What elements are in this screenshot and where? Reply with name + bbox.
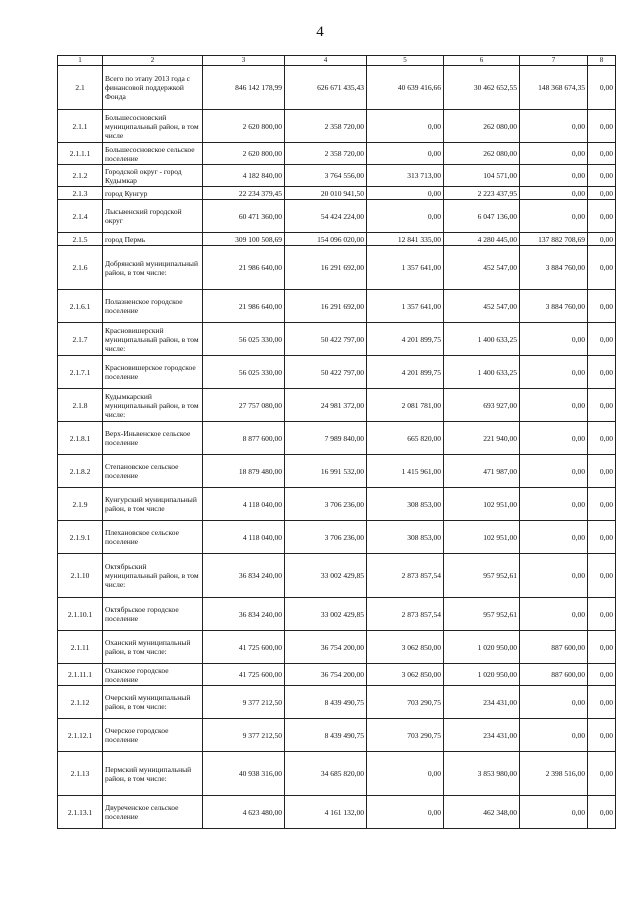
header-cell: 5 [367, 56, 444, 66]
total-cost: 8 877 600,00 [203, 422, 285, 455]
fund-amount: 36 754 200,00 [285, 631, 367, 664]
regional-budget: 308 853,00 [367, 521, 444, 554]
row-code: 2.1.8.1 [58, 422, 103, 455]
local-budget: 693 927,00 [444, 389, 520, 422]
column-8-value: 0,00 [588, 66, 616, 110]
other-sources: 0,00 [520, 796, 588, 829]
total-cost: 41 725 600,00 [203, 631, 285, 664]
fund-amount: 50 422 797,00 [285, 356, 367, 389]
fund-amount: 154 096 020,00 [285, 233, 367, 246]
local-budget: 234 431,00 [444, 719, 520, 752]
municipality-name: Кудымкарский муниципальный район, в том числе: [103, 389, 203, 422]
table-row [58, 110, 616, 143]
row-code: 2.1.9 [58, 488, 103, 521]
table-row [58, 422, 616, 455]
other-sources: 0,00 [520, 554, 588, 598]
table-row [58, 488, 616, 521]
local-budget: 102 951,00 [444, 488, 520, 521]
municipality-name: Очерский муниципальный район, в том числе: [103, 686, 203, 719]
municipality-name: Красновишерское городское поселение [103, 356, 203, 389]
regional-budget: 0,00 [367, 796, 444, 829]
local-budget: 957 952,61 [444, 554, 520, 598]
column-8-value: 0,00 [588, 664, 616, 686]
header-cell: 8 [588, 56, 616, 66]
local-budget: 1 400 633,25 [444, 356, 520, 389]
municipality-name: Степановское сельское поселение [103, 455, 203, 488]
fund-amount: 16 991 532,00 [285, 455, 367, 488]
regional-budget: 2 873 857,54 [367, 554, 444, 598]
municipality-name: Красновишерский муниципальный район, в том числе: [103, 323, 203, 356]
municipality-name: Городской округ - город Кудымкар [103, 165, 203, 187]
row-code: 2.1.4 [58, 200, 103, 233]
row-code: 2.1.8 [58, 389, 103, 422]
table-row [58, 455, 616, 488]
regional-budget: 2 081 781,00 [367, 389, 444, 422]
row-code: 2.1.12 [58, 686, 103, 719]
column-8-value: 0,00 [588, 187, 616, 200]
local-budget: 4 280 445,00 [444, 233, 520, 246]
regional-budget: 308 853,00 [367, 488, 444, 521]
total-cost: 4 182 840,00 [203, 165, 285, 187]
regional-budget: 4 201 899,75 [367, 356, 444, 389]
regional-budget: 0,00 [367, 200, 444, 233]
column-8-value: 0,00 [588, 422, 616, 455]
local-budget: 471 987,00 [444, 455, 520, 488]
header-cell: 2 [103, 56, 203, 66]
header-cell: 3 [203, 56, 285, 66]
total-cost: 2 620 800,00 [203, 143, 285, 165]
other-sources: 0,00 [520, 521, 588, 554]
other-sources: 3 884 760,00 [520, 290, 588, 323]
table-row [58, 143, 616, 165]
regional-budget: 1 415 961,00 [367, 455, 444, 488]
municipality-name: Добрянский муниципальный район, в том числе: [103, 246, 203, 290]
fund-amount: 50 422 797,00 [285, 323, 367, 356]
local-budget: 452 547,00 [444, 246, 520, 290]
total-cost: 309 100 508,69 [203, 233, 285, 246]
column-8-value: 0,00 [588, 554, 616, 598]
local-budget: 462 348,00 [444, 796, 520, 829]
local-budget: 1 020 950,00 [444, 664, 520, 686]
local-budget: 221 940,00 [444, 422, 520, 455]
fund-amount: 34 685 820,00 [285, 752, 367, 796]
municipality-name: Очерское городское поселение [103, 719, 203, 752]
fund-amount: 24 981 372,00 [285, 389, 367, 422]
fund-amount: 54 424 224,00 [285, 200, 367, 233]
regional-budget: 665 820,00 [367, 422, 444, 455]
column-8-value: 0,00 [588, 796, 616, 829]
regional-budget: 1 357 641,00 [367, 290, 444, 323]
municipality-name: Кунгурский муниципальный район, в том числе [103, 488, 203, 521]
other-sources: 0,00 [520, 187, 588, 200]
local-budget: 1 020 950,00 [444, 631, 520, 664]
total-cost: 21 986 640,00 [203, 246, 285, 290]
other-sources: 0,00 [520, 143, 588, 165]
fund-amount: 33 002 429,85 [285, 598, 367, 631]
table-row [58, 719, 616, 752]
total-cost: 40 938 316,00 [203, 752, 285, 796]
fund-amount: 8 439 490,75 [285, 686, 367, 719]
column-8-value: 0,00 [588, 752, 616, 796]
fund-amount: 3 764 556,00 [285, 165, 367, 187]
other-sources: 148 368 674,35 [520, 66, 588, 110]
municipality-name: Большесосновское сельское поселение [103, 143, 203, 165]
header-cell: 7 [520, 56, 588, 66]
municipality-name: Лысьвенский городской округ [103, 200, 203, 233]
municipality-name: Октябрьский муниципальный район, в том числе: [103, 554, 203, 598]
column-8-value: 0,00 [588, 290, 616, 323]
regional-budget: 12 841 335,00 [367, 233, 444, 246]
row-code: 2.1.3 [58, 187, 103, 200]
fund-amount: 4 161 132,00 [285, 796, 367, 829]
fund-amount: 7 989 840,00 [285, 422, 367, 455]
other-sources: 0,00 [520, 598, 588, 631]
column-8-value: 0,00 [588, 356, 616, 389]
regional-budget: 0,00 [367, 752, 444, 796]
table-row [58, 664, 616, 686]
local-budget: 452 547,00 [444, 290, 520, 323]
municipality-name: Большесосновский муниципальный район, в том числе [103, 110, 203, 143]
total-cost: 21 986 640,00 [203, 290, 285, 323]
column-8-value: 0,00 [588, 521, 616, 554]
other-sources: 887 600,00 [520, 664, 588, 686]
other-sources: 0,00 [520, 356, 588, 389]
table-row [58, 187, 616, 200]
table-row [58, 200, 616, 233]
municipality-name: Двуреченское сельское поселение [103, 796, 203, 829]
row-code: 2.1.1 [58, 110, 103, 143]
total-cost: 846 142 178,99 [203, 66, 285, 110]
other-sources: 0,00 [520, 165, 588, 187]
local-budget: 262 080,00 [444, 143, 520, 165]
local-budget: 30 462 652,55 [444, 66, 520, 110]
row-code: 2.1.12.1 [58, 719, 103, 752]
total-cost: 9 377 212,50 [203, 686, 285, 719]
row-code: 2.1.10.1 [58, 598, 103, 631]
fund-amount: 33 002 429,85 [285, 554, 367, 598]
table-row [58, 521, 616, 554]
header-cell: 4 [285, 56, 367, 66]
other-sources: 137 882 708,69 [520, 233, 588, 246]
municipality-name: Верх-Иньвенское сельское поселение [103, 422, 203, 455]
table-row [58, 233, 616, 246]
regional-budget: 313 713,00 [367, 165, 444, 187]
row-code: 2.1.11.1 [58, 664, 103, 686]
other-sources: 0,00 [520, 719, 588, 752]
column-8-value: 0,00 [588, 233, 616, 246]
municipality-name: Плехановское сельское поселение [103, 521, 203, 554]
regional-budget: 40 639 416,66 [367, 66, 444, 110]
local-budget: 104 571,00 [444, 165, 520, 187]
municipality-name: Октябрьское городское поселение [103, 598, 203, 631]
local-budget: 262 080,00 [444, 110, 520, 143]
total-cost: 4 118 040,00 [203, 488, 285, 521]
regional-budget: 3 062 850,00 [367, 631, 444, 664]
other-sources: 0,00 [520, 389, 588, 422]
total-cost: 27 757 080,00 [203, 389, 285, 422]
row-code: 2.1.1.1 [58, 143, 103, 165]
row-code: 2.1.10 [58, 554, 103, 598]
row-code: 2.1.11 [58, 631, 103, 664]
column-8-value: 0,00 [588, 200, 616, 233]
fund-amount: 2 358 720,00 [285, 110, 367, 143]
column-8-value: 0,00 [588, 488, 616, 521]
other-sources: 0,00 [520, 488, 588, 521]
total-cost: 2 620 800,00 [203, 110, 285, 143]
column-8-value: 0,00 [588, 455, 616, 488]
column-8-value: 0,00 [588, 686, 616, 719]
column-8-value: 0,00 [588, 323, 616, 356]
column-8-value: 0,00 [588, 110, 616, 143]
fund-amount: 2 358 720,00 [285, 143, 367, 165]
total-cost: 41 725 600,00 [203, 664, 285, 686]
other-sources: 0,00 [520, 323, 588, 356]
local-budget: 2 223 437,95 [444, 187, 520, 200]
table-row [58, 686, 616, 719]
fund-amount: 36 754 200,00 [285, 664, 367, 686]
local-budget: 1 400 633,25 [444, 323, 520, 356]
table-row [58, 631, 616, 664]
row-code: 2.1.7 [58, 323, 103, 356]
other-sources: 0,00 [520, 110, 588, 143]
header-cell: 1 [58, 56, 103, 66]
row-code: 2.1.8.2 [58, 455, 103, 488]
total-cost: 9 377 212,50 [203, 719, 285, 752]
municipality-name: Оханский муниципальный район, в том числе: [103, 631, 203, 664]
other-sources: 2 398 516,00 [520, 752, 588, 796]
table-row [58, 796, 616, 829]
local-budget: 6 047 136,00 [444, 200, 520, 233]
total-cost: 56 025 330,00 [203, 356, 285, 389]
total-cost: 36 834 240,00 [203, 554, 285, 598]
fund-amount: 20 010 941,50 [285, 187, 367, 200]
fund-amount: 626 671 435,43 [285, 66, 367, 110]
local-budget: 102 951,00 [444, 521, 520, 554]
table-row [58, 290, 616, 323]
row-code: 2.1.13 [58, 752, 103, 796]
fund-amount: 8 439 490,75 [285, 719, 367, 752]
other-sources: 0,00 [520, 455, 588, 488]
row-code: 2.1.6.1 [58, 290, 103, 323]
header-cell: 6 [444, 56, 520, 66]
total-cost: 36 834 240,00 [203, 598, 285, 631]
column-8-value: 0,00 [588, 598, 616, 631]
other-sources: 0,00 [520, 422, 588, 455]
column-8-value: 0,00 [588, 246, 616, 290]
municipality-name: Оханское городское поселение [103, 664, 203, 686]
regional-budget: 0,00 [367, 110, 444, 143]
regional-budget: 703 290,75 [367, 719, 444, 752]
column-8-value: 0,00 [588, 631, 616, 664]
table-row [58, 165, 616, 187]
fund-amount: 3 706 236,00 [285, 488, 367, 521]
table-row [58, 323, 616, 356]
table-row [58, 66, 616, 110]
municipality-name: Полазненское городское поселение [103, 290, 203, 323]
page-number: 4 [316, 24, 324, 40]
municipality-name: Пермский муниципальный район, в том числе: [103, 752, 203, 796]
row-code: 2.1.6 [58, 246, 103, 290]
row-code: 2.1.13.1 [58, 796, 103, 829]
table-row [58, 554, 616, 598]
row-code: 2.1.5 [58, 233, 103, 246]
other-sources: 0,00 [520, 200, 588, 233]
total-cost: 56 025 330,00 [203, 323, 285, 356]
column-8-value: 0,00 [588, 719, 616, 752]
table-row [58, 246, 616, 290]
total-cost: 4 118 040,00 [203, 521, 285, 554]
row-code: 2.1.9.1 [58, 521, 103, 554]
local-budget: 234 431,00 [444, 686, 520, 719]
column-8-value: 0,00 [588, 165, 616, 187]
fund-amount: 3 706 236,00 [285, 521, 367, 554]
total-cost: 22 234 379,45 [203, 187, 285, 200]
total-cost: 18 879 480,00 [203, 455, 285, 488]
local-budget: 957 952,61 [444, 598, 520, 631]
other-sources: 0,00 [520, 686, 588, 719]
total-cost: 4 623 480,00 [203, 796, 285, 829]
regional-budget: 703 290,75 [367, 686, 444, 719]
municipality-name: город Кунгур [103, 187, 203, 200]
table-row [58, 356, 616, 389]
regional-budget: 0,00 [367, 187, 444, 200]
column-8-value: 0,00 [588, 143, 616, 165]
regional-budget: 3 062 850,00 [367, 664, 444, 686]
table-row [58, 389, 616, 422]
regional-budget: 2 873 857,54 [367, 598, 444, 631]
row-code: 2.1 [58, 66, 103, 110]
funding-table [57, 55, 616, 829]
municipality-name: город Пермь [103, 233, 203, 246]
local-budget: 3 853 980,00 [444, 752, 520, 796]
column-8-value: 0,00 [588, 389, 616, 422]
regional-budget: 1 357 641,00 [367, 246, 444, 290]
row-code: 2.1.7.1 [58, 356, 103, 389]
table-row [58, 752, 616, 796]
other-sources: 887 600,00 [520, 631, 588, 664]
table-row [58, 598, 616, 631]
fund-amount: 16 291 692,00 [285, 246, 367, 290]
municipality-name: Всего по этапу 2013 года с финансовой поддержкой Фонда [103, 66, 203, 110]
regional-budget: 0,00 [367, 143, 444, 165]
regional-budget: 4 201 899,75 [367, 323, 444, 356]
fund-amount: 16 291 692,00 [285, 290, 367, 323]
other-sources: 3 884 760,00 [520, 246, 588, 290]
table-header-row [58, 56, 616, 66]
row-code: 2.1.2 [58, 165, 103, 187]
total-cost: 60 471 360,00 [203, 200, 285, 233]
